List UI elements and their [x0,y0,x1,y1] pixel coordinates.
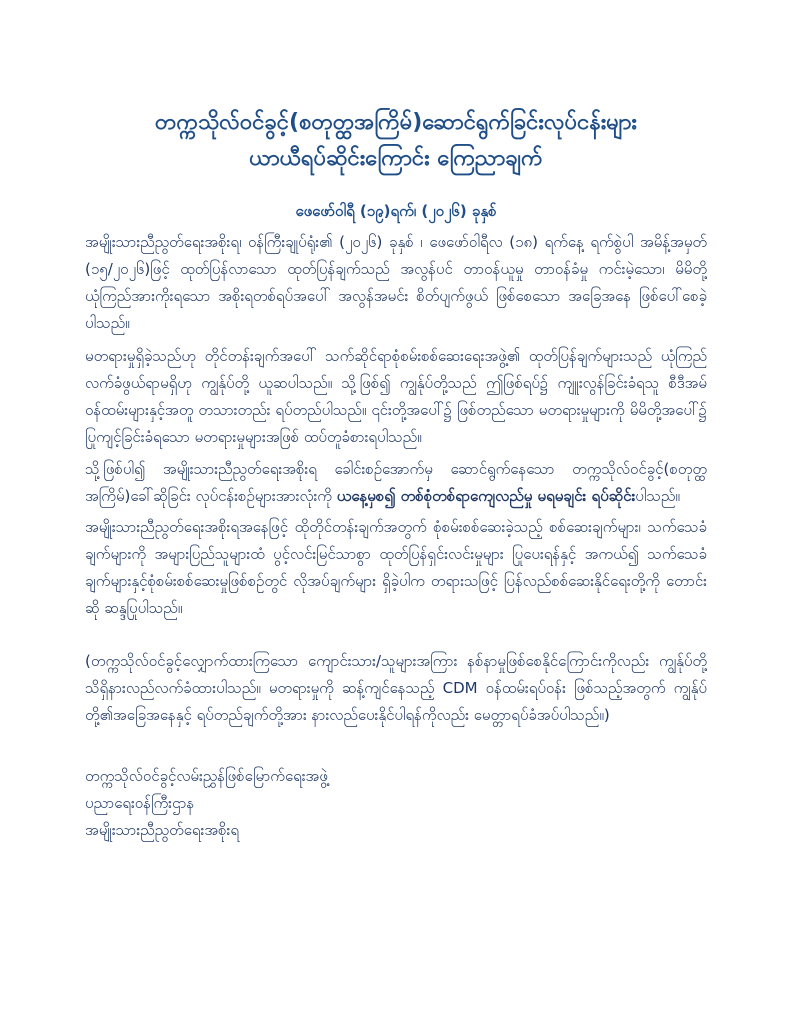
signature-ministry: ပညာရေးဝန်ကြီးဌာန [85,794,195,812]
paragraph-1: အမျိုးသားညီညွတ်ရေးအစိုးရ၊ ဝန်ကြီးချုပ်ရုံး၏ (၂၀၂၆) ခုနှစ် ၊ ဖေဖော်ဝါရီလ (၁၈) ရက်နေ့ ရက်စွဲပါ အမိန့်အမှတ် (၁၅/၂၀၂၆)ဖြင့် ထုတ်ပြန်လာသော ထုတ်ပြန်ချက်သည် အလွန်ပင် တာဝန်ယူမှု တာဝန်ခံမှု ကင်းမဲ့သော၊ မိမိတို့ ယုံကြည်အားကိုးရသော အစိုးရတစ်ရပ်အပေါ် အလွန်အမင်း စိတ်ပျက်ဖွယ် ဖြစ်စေသော အခြေအနေ ဖြစ်ပေါ်စေခဲ့ပါသည်။ [85,233,707,332]
document-content [85,105,707,844]
paragraph-5: (တက္ကသိုလ်ဝင်ခွင့်လျှောက်ထားကြသော ကျောင်းသား/သူများအကြား နစ်နာမှုဖြစ်စေနိုင်ကြောင်းကိုလည်း ကျွန်ုပ်တို့ သိရှိနားလည်လက်ခံထားပါသည်။ မတရားမှုကို ဆန့်ကျင်နေသည့် CDM ဝန်ထမ်းရပ်ဝန်း ဖြစ်သည့်အတွက် ကျွန်ုပ်တို့၏အခြေအနေနှင့် ရပ်တည်ချက်တို့အား နားလည်ပေးနိုင်ပါရန်ကိုလည်း မေတ္တာရပ်ခံအပ်ပါသည်။) [85,652,707,724]
paragraph-3 [85,456,707,510]
title-line-1: တက္ကသိုလ်ဝင်ခွင့်(စတုတ္ထအကြိမ်)ဆောင်ရွက်ခြင်းလုပ်ငန်းများ [155,110,637,135]
signature-government: အမျိုးသားညီညွတ်ရေးအစိုးရ [85,821,239,839]
signature-committee: တက္ကသိုလ်ဝင်ခွင့်လမ်းညွှန်ဖြစ်မြောက်ရေးအဖွဲ့ [85,767,328,785]
paragraph-3-text: သို့ဖြစ်ပါ၍ အမျိုးသားညီညွတ်ရေးအစိုးရ ခေါင်းစဉ်အောက်မှ ဆောင်ရွက်နေသော တက္ကသိုလ်ဝင်ခွင့်(စတုတ္ထအကြိမ်)ခေါ်ဆိုခြင်း လုပ်ငန်းစဉ်များအားလုံးကို [85,460,707,505]
paragraph-2: မတရားမှုရှိခဲ့သည်ဟု တိုင်တန်းချက်အပေါ် သက်ဆိုင်ရာစုံစမ်းစစ်ဆေးရေးအဖွဲ့၏ ထုတ်ပြန်ချက်များသည် ယုံကြည်လက်ခံဖွယ်ရာမရှိဟု ကျွန်ုပ်တို့ ယူဆပါသည်။ သို့ဖြစ်၍ ကျွန်ုပ်တို့သည် ဤဖြစ်ရပ်၌ ကျူးလွန်ခြင်းခံရသူ စီဒီအမ်ဝန်ထမ်းများနှင့်အတူ တသားတည်း ရပ်တည်ပါသည်။ ၎င်းတို့အပေါ်၌ ဖြစ်တည်သော မတရားမှုများကို မိမိတို့အပေါ်၌ ပြုကျင့်ခြင်းခံရသော မတရားမှုများအဖြစ် ထပ်တူခံစားရပါသည်။ [85,347,707,446]
paragraph-3-emphasis: ယနေ့မှစ၍ တစ်စုံတစ်ရာကျေလည်မှု မရမချင်း ရပ်ဆိုင်း [336,487,636,505]
announcement-date: ဖေဖော်ဝါရီ (၁၉)ရက်၊ (၂၀၂၆) ခုနှစ် [295,202,497,220]
document-title [85,105,707,177]
signature-block [85,763,707,844]
paragraph-4: အမျိုးသားညီညွတ်ရေးအစိုးရအနေဖြင့် ထိုတိုင်တန်းချက်အတွက် စုံစမ်းစစ်ဆေးခဲ့သည့် စစ်ဆေးချက်များ၊ သက်သေခံချက်များကို အများပြည်သူများထံ ပွင့်လင်းမြင်သာစွာ ထုတ်ပြန်ရှင်းလင်းမှုများ ပြုပေးရန်နှင့် အကယ်၍ သက်သေခံချက်များနှင့်စုံစမ်းစစ်ဆေးမှုဖြစ်စဉ်တွင် လိုအပ်ချက်များ ရှိခဲ့ပါက တရားသဖြင့် ပြန်လည်စစ်ဆေးနိုင်ရေးတို့ကို တောင်းဆို ဆန္ဒပြုပါသည်။ [85,518,707,617]
title-line-2: ယာယီရပ်ဆိုင်းကြောင်း ကြေညာချက် [249,146,543,171]
paragraph-3-ending: ပါသည်။ [635,487,680,505]
